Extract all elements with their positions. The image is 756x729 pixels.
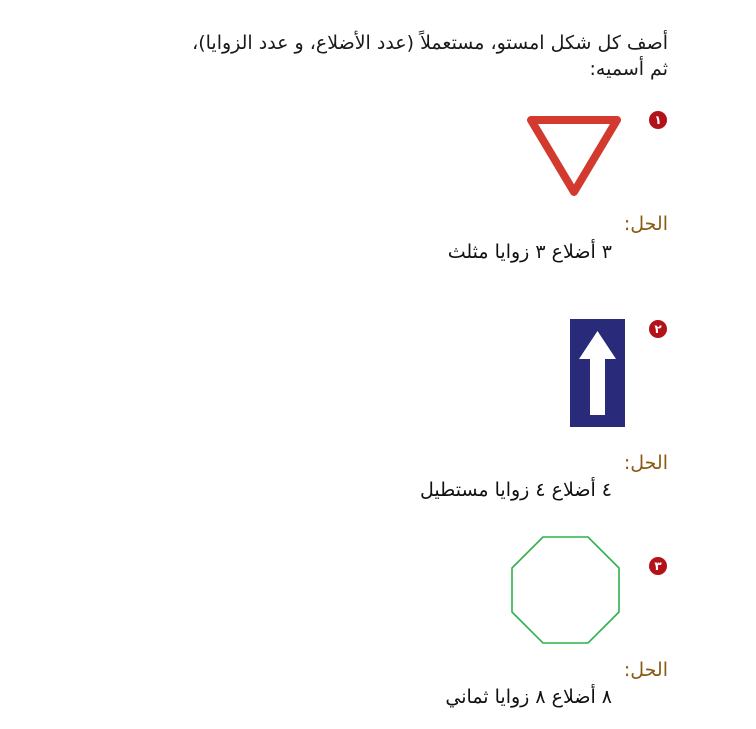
octagon-outline	[512, 537, 619, 643]
question-text	[68, 30, 668, 82]
question-line-2: ثم أسميه:	[589, 58, 668, 80]
item-number-badge-2: ٢	[649, 320, 667, 338]
solution-label-1: الحل:	[623, 213, 668, 235]
rectangle-shape-icon	[570, 319, 625, 427]
solution-label-3: الحل:	[623, 659, 668, 681]
question-line-1: أصف كل شكل امستو، مستعملاً (عدد الأضلاع، و عدد الزوايا)،	[192, 32, 668, 54]
triangle-shape-icon	[526, 114, 622, 198]
triangle-outline	[531, 120, 617, 192]
item-number-badge-1: ١	[649, 111, 667, 129]
answer-text-3: ٨ أضلاع ٨ زوايا ثماني	[445, 686, 612, 708]
octagon-shape-icon	[508, 535, 622, 645]
solution-label-2: الحل:	[623, 452, 668, 474]
item-number-badge-3: ٣	[649, 557, 667, 575]
answer-text-2: ٤ أضلاع ٤ زوايا مستطيل	[420, 479, 612, 501]
answer-text-1: ٣ أضلاع ٣ زوايا مثلث	[447, 241, 612, 263]
